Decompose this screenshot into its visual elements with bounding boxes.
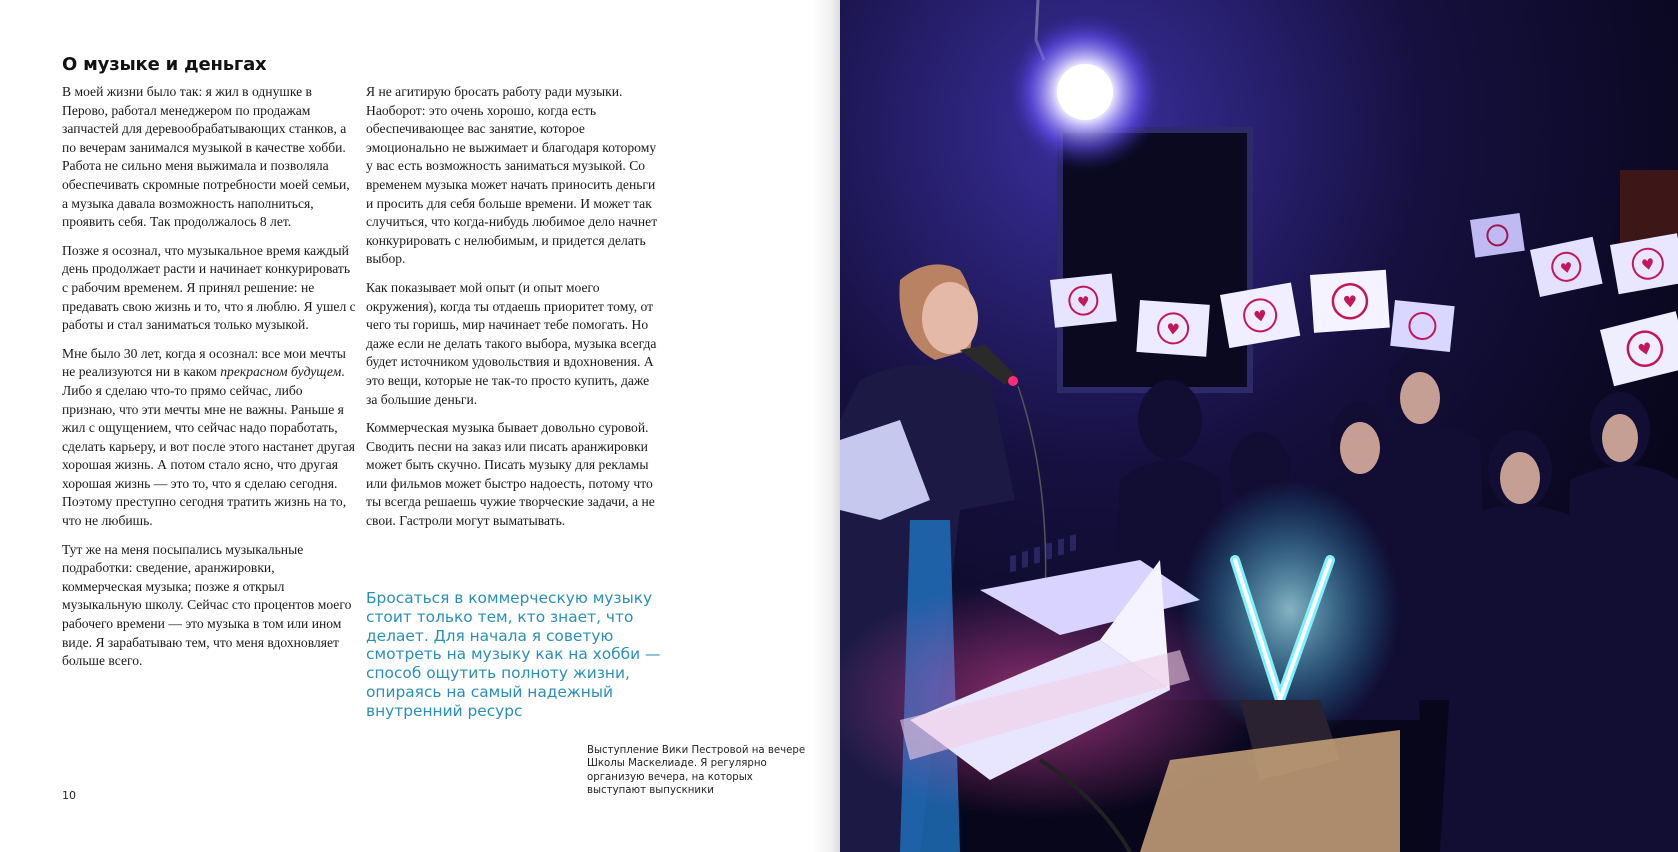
- svg-text:♥: ♥: [1342, 291, 1358, 312]
- section-heading: О музыке и деньгах: [62, 54, 267, 75]
- paragraph-text: Мне было 30 лет, когда я осознал: все мои мечты не реализуются ни в каком: [62, 345, 346, 380]
- paragraph: Как показывает мой опыт (и опыт моего окружения), когда ты отдаешь приоритет тому, от чего ты горишь, мир начинает тебе помогать. Но даже если не делать такого выбора, музыка всегда будет источником удовольствия и вдохновения. А это вещи, которые не так-то просто купить, даже за большие деньги.: [366, 279, 657, 407]
- singer-face: [922, 282, 978, 354]
- photo-caption: Выступление Вики Пестровой на вечере Школы Маскелиаде. Я регулярно организую вечера, на которых выступают выпускники: [587, 745, 806, 797]
- svg-text:♥: ♥: [1165, 319, 1181, 339]
- text-column-2: [366, 83, 661, 541]
- concert-photo: [840, 0, 1678, 852]
- heart-sign-icon: [1136, 300, 1209, 357]
- concert-illustration: [840, 0, 1678, 852]
- heart-sign-icon: [1470, 213, 1525, 258]
- paragraph: В моей жизни было так: я жил в однушке в Перово, работал менеджером по продажам запчастей для деревообрабатывающих станков, а по вечерам занимался музыкой в качестве хобби. Работа не сильно меня выжимала и позволяла обеспечивать скромные потребности моей семьи, а музыка давала возможность наполниться, проявить себя. Так продолжалось 8 лет.: [62, 84, 350, 230]
- microphone-tip: [1008, 376, 1018, 386]
- paragraph: Коммерческая музыка бывает довольно суровой. Сводить песни на заказ или писать аранжировки может быть скучно. Писать музыку для рекламы или фильмов может быстро надоесть, потому что ты всегда решаешь чужие творческие задачи, а не свои. Гастроли могут выматывать.: [366, 420, 655, 529]
- svg-text:♥: ♥: [1252, 306, 1269, 327]
- page-number: 10: [62, 789, 76, 802]
- spotlight-lamp: [1057, 64, 1113, 120]
- svg-text:♥: ♥: [1639, 254, 1657, 275]
- paragraph: Тут же на меня посыпались музыкальные подработки: сведение, аранжировки, коммерческая музыка; позже я открыл музыкальную школу. Сейчас сто процентов моего рабочего времени — это музыка в том или ином виде. Я зарабатываю тем, что меня вдохновляет больше всего.: [62, 541, 352, 669]
- heart-sign-icon: [1390, 300, 1454, 352]
- paragraph-text: . Либо я сделаю что-то прямо сейчас, либо признаю, что эти мечты мне не важны. Раньше я жил с ощущением, что сейчас надо поработать, сделать карьеру, и вот после этого настанет другая хорошая жизнь. А потом стало ясно, что другая хорошая жизнь — это то, что я сделаю сегодня. Поэтому преступно сегодня тратить жизнь на то, что не любишь.: [62, 364, 356, 529]
- paragraph: [62, 345, 357, 531]
- svg-text:♥: ♥: [1635, 338, 1655, 361]
- text-column-1: [62, 83, 357, 681]
- heart-sign-icon: [1050, 274, 1117, 328]
- svg-text:♥: ♥: [1558, 259, 1575, 278]
- paragraph: Позже я осознал, что музыкальное время каждый день продолжает расти и начинает конкурировать с рабочим временем. Я принял решение: не предавать свою жизнь и то, что я люблю. Я ушел с работы и стал заниматься только музыкой.: [62, 242, 356, 333]
- pull-quote: Бросаться в коммерческую музыку стоит только тем, кто знает, что делает. Для начала я советую смотреть на музыку как на хобби — способ ощутить полноту жизни, опираясь на самый надежный внутренний ресурс: [366, 589, 661, 720]
- book-gutter: [812, 0, 840, 852]
- heart-sign-icon: [1310, 270, 1390, 333]
- paragraph: Я не агитирую бросать работу ради музыки. Наоборот: это очень хорошо, когда есть обеспечивающее вас занятие, которое эмоционально не выжимает и благодаря которому у вас есть возможность заниматься музыкой. Со временем музыка может начать приносить деньги и просить для себя больше времени. И может так случиться, что когда-нибудь любимое дело начнет конкурировать с нелюбимым, и придется делать выбор.: [366, 84, 658, 267]
- svg-text:♥: ♥: [1076, 294, 1091, 312]
- italic-phrase: прекрасном будущем: [220, 364, 342, 380]
